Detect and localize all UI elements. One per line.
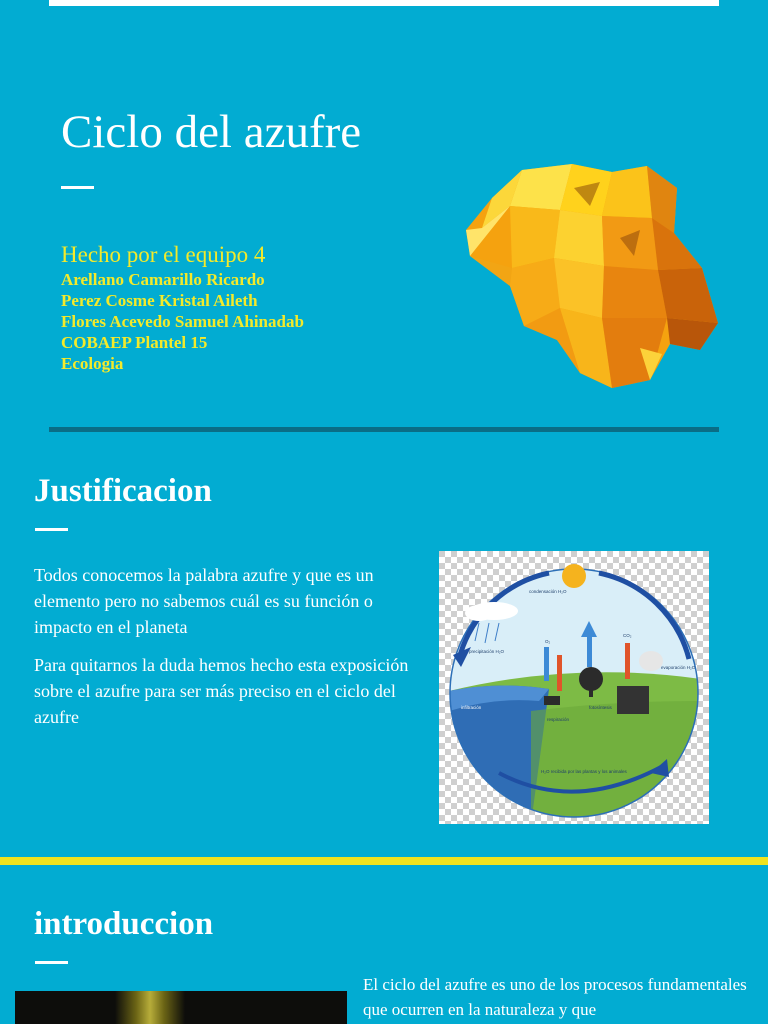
heading-underline	[35, 961, 68, 964]
credits-block	[61, 241, 304, 374]
intro-photo	[15, 991, 347, 1024]
credit-line: Perez Cosme Kristal Aileth	[61, 291, 258, 310]
paragraph: Todos conocemos la palabra azufre y que es un elemento pero no sabemos cuál es su función o impacto en el planeta	[34, 565, 374, 637]
label-photosynthesis: fotosíntesis	[589, 705, 612, 710]
title-underline	[61, 186, 94, 189]
credit-line: Arellano Camarillo Ricardo	[61, 270, 265, 289]
introduccion-heading: introduccion	[34, 906, 214, 942]
label-uptake: H₂O recibida por las plantas y los animales	[541, 769, 627, 774]
label-precipitation: precipitación H₂O	[469, 649, 505, 654]
introduccion-body: El ciclo del azufre es uno de los procesos fundamentales que ocurren en la naturaleza y que	[363, 975, 747, 1019]
credit-line: Ecologia	[61, 354, 124, 373]
photo-highlight	[115, 991, 185, 1024]
label-o2: O₂	[545, 639, 551, 644]
page-title: Ciclo del azufre	[61, 106, 362, 158]
heading-underline	[35, 528, 68, 531]
label-evaporation: evaporación H₂O	[661, 665, 696, 670]
label-respiration: respiración	[547, 717, 570, 722]
credits-lead: Hecho por el equipo 4	[61, 242, 266, 267]
section-divider	[49, 427, 719, 432]
label-co2: CO₂	[623, 633, 632, 638]
justificacion-body	[34, 562, 424, 730]
label-condensation: condensación H₂O	[529, 589, 567, 594]
credit-line: COBAEP Plantel 15	[61, 333, 208, 352]
top-border	[49, 0, 719, 6]
section-divider-yellow	[0, 857, 768, 865]
sulfur-nugget-image	[462, 158, 720, 390]
label-infiltration: infiltración	[461, 705, 482, 710]
credit-line: Flores Acevedo Samuel Ahinadab	[61, 312, 304, 331]
justificacion-heading: Justificacion	[34, 473, 212, 509]
paragraph: Para quitarnos la duda hemos hecho esta exposición sobre el azufre para ser más preciso en el ciclo del azufre	[34, 655, 409, 727]
water-cycle-diagram	[439, 551, 709, 824]
